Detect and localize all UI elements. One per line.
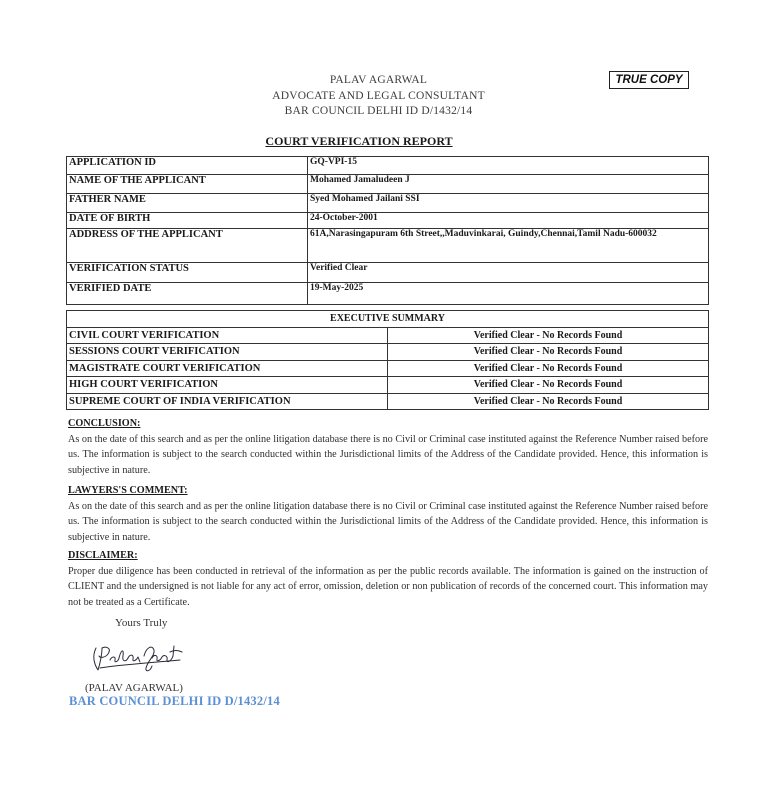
detail-value: 61A,Narasingapuram 6th Street,,Maduvinkarai, Guindy,Chennai,Tamil Nadu-600032 — [308, 229, 709, 263]
bar-council-id: BAR COUNCIL DELHI ID D/1432/14 — [284, 105, 473, 117]
summary-label: SUPREME COURT OF INDIA VERIFICATION — [67, 393, 388, 410]
advocate-designation: ADVOCATE AND LEGAL CONSULTANT — [272, 89, 485, 102]
conclusion-section — [68, 416, 708, 478]
detail-value: Verified Clear — [308, 263, 709, 283]
table-row — [67, 327, 709, 344]
summary-value: Verified Clear - No Records Found — [388, 377, 709, 394]
detail-label: APPLICATION ID — [67, 157, 308, 175]
disclaimer-text: Proper due diligence has been conducted in retrieval of the information as per the public records available. The information is gained on the instruction of CLIENT and the undersigned is not liable for any act of error, omission, deletion or non publication of records of the concerned court. This information may not be treated as a Certificate. — [68, 565, 708, 608]
detail-value: 19-May-2025 — [308, 283, 709, 305]
summary-label: CIVIL COURT VERIFICATION — [67, 327, 388, 344]
table-row — [67, 283, 709, 305]
lawyers-comment-text: As on the date of this search and as per the online litigation database there is no Civil or Criminal case instituted against the Reference Number raised before us. The information is subject to the search conducted within the Jurisdictional limits of the Address of the Candidate provided. Hence, this information is subjective in nature. — [68, 500, 708, 543]
report-title: COURT VERIFICATION REPORT — [265, 134, 453, 148]
true-copy-stamp: TRUE COPY — [609, 71, 689, 89]
table-row — [67, 360, 709, 377]
closing-salutation: Yours Truly — [115, 617, 168, 629]
detail-value: Mohamed Jamaludeen J — [308, 175, 709, 194]
summary-label: SESSIONS COURT VERIFICATION — [67, 344, 388, 361]
lawyers-comment-heading: LAWYERS'S COMMENT: — [68, 485, 188, 496]
detail-value: GQ-VPI-15 — [308, 157, 709, 175]
table-row — [67, 157, 709, 175]
detail-label: NAME OF THE APPLICANT — [67, 175, 308, 194]
conclusion-text: As on the date of this search and as per the online litigation database there is no Civil or Criminal case instituted against the Reference Number raised before us. The information is subject to the search conducted within the Jurisdictional limits of the Address of the Candidate provided. Hence, this information is subjective in nature. — [68, 433, 708, 476]
detail-label: DATE OF BIRTH — [67, 213, 308, 229]
table-row — [67, 263, 709, 283]
table-row — [67, 175, 709, 194]
table-row — [67, 311, 709, 328]
table-row — [67, 393, 709, 410]
advocate-name: PALAV AGARWAL — [329, 74, 428, 86]
detail-label: VERIFIED DATE — [67, 283, 308, 305]
detail-value: 24-October-2001 — [308, 213, 709, 229]
signature-image — [88, 638, 188, 676]
summary-title: EXECUTIVE SUMMARY — [67, 311, 709, 328]
lawyers-comment-section — [68, 483, 708, 545]
table-row — [67, 377, 709, 394]
detail-label: FATHER NAME — [67, 194, 308, 213]
table-row — [67, 194, 709, 213]
summary-value: Verified Clear - No Records Found — [388, 360, 709, 377]
summary-label: HIGH COURT VERIFICATION — [67, 377, 388, 394]
summary-value: Verified Clear - No Records Found — [388, 327, 709, 344]
detail-label: ADDRESS OF THE APPLICANT — [67, 229, 308, 263]
conclusion-heading: CONCLUSION: — [68, 418, 141, 429]
summary-label: MAGISTRATE COURT VERIFICATION — [67, 360, 388, 377]
signatory-bar-council-id: BAR COUNCIL DELHI ID D/1432/14 — [69, 694, 280, 708]
summary-value: Verified Clear - No Records Found — [388, 344, 709, 361]
disclaimer-heading: DISCLAIMER: — [68, 550, 138, 561]
table-row — [67, 213, 709, 229]
table-row — [67, 229, 709, 263]
disclaimer-section — [68, 548, 708, 610]
executive-summary-table — [66, 310, 709, 410]
summary-value: Verified Clear - No Records Found — [388, 393, 709, 410]
applicant-details-table — [66, 156, 709, 305]
detail-value: Syed Mohamed Jailani SSI — [308, 194, 709, 213]
signatory-name: (PALAV AGARWAL) — [85, 682, 183, 694]
detail-label: VERIFICATION STATUS — [67, 263, 308, 283]
table-row — [67, 344, 709, 361]
